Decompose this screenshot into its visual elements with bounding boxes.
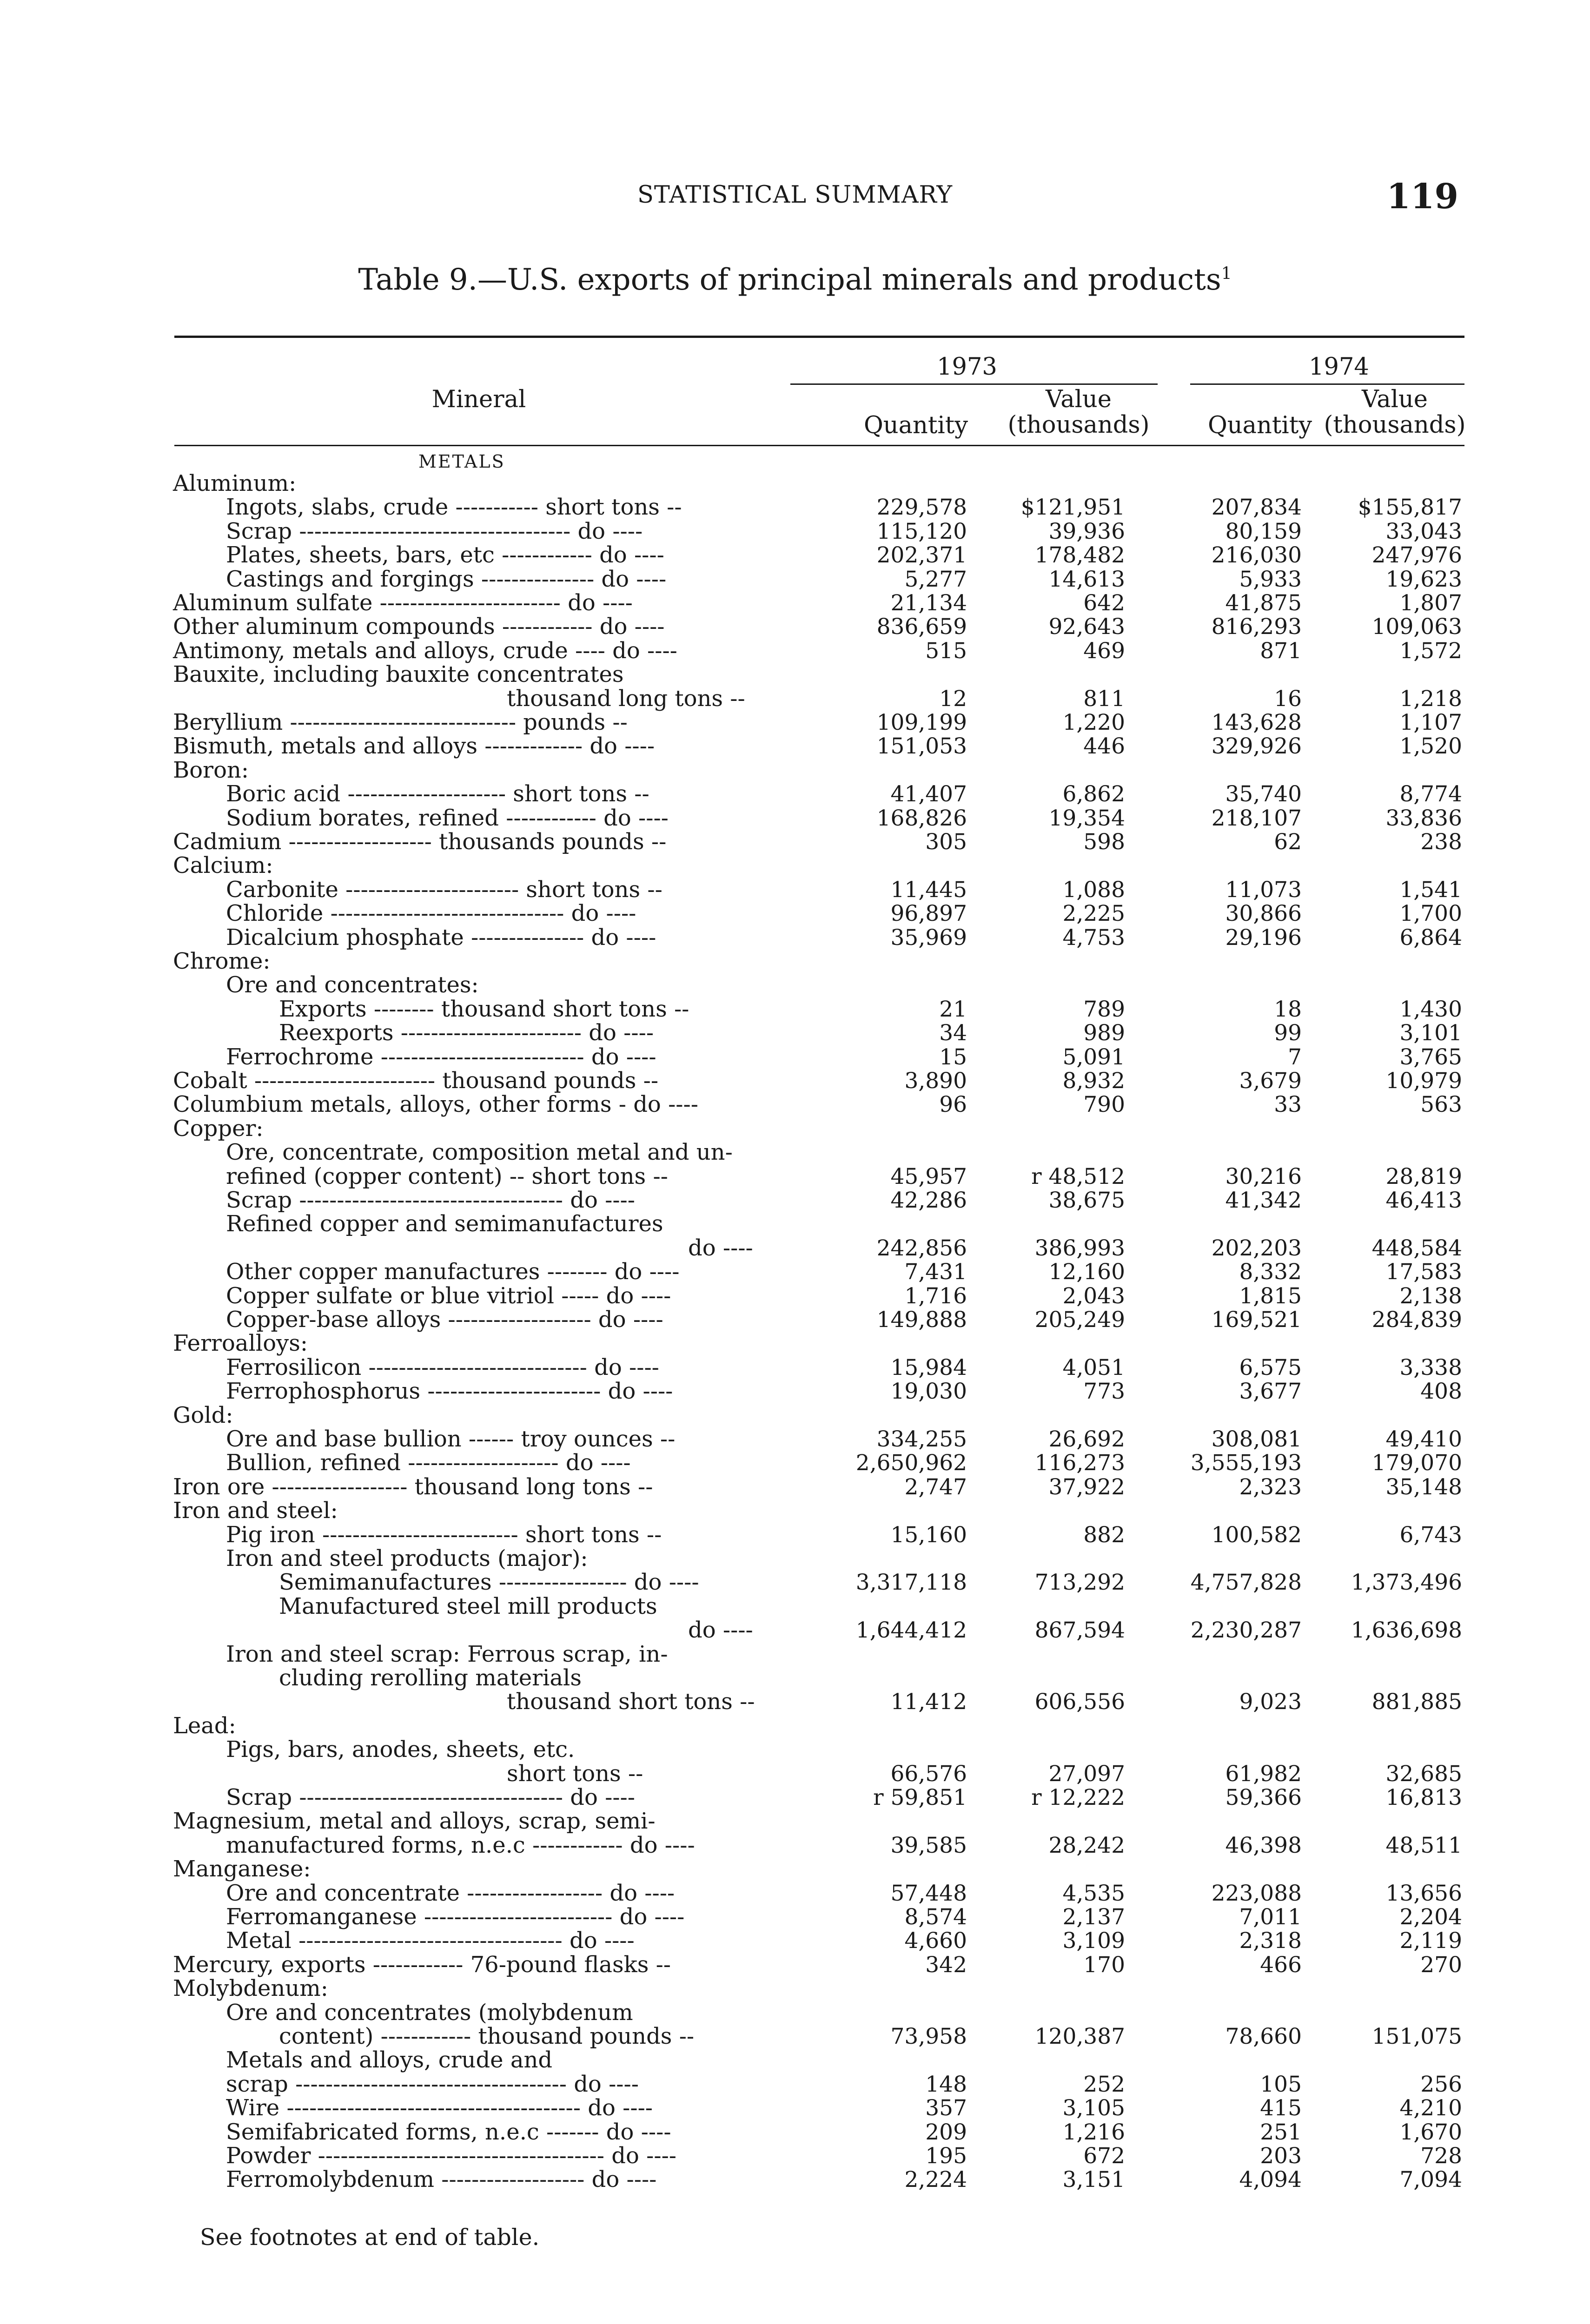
- value-1974-cell: 2,138: [1399, 1283, 1462, 1309]
- row-label: Copper:: [173, 1116, 264, 1142]
- row-label: Powder -------------------------------------- do ----: [226, 2143, 676, 2169]
- value-1974-cell: 1,520: [1399, 733, 1462, 759]
- value-1974-cell: 270: [1420, 1952, 1462, 1978]
- year-1974-header: 1974: [1309, 353, 1369, 381]
- quantity-1973-cell: 515: [925, 638, 967, 664]
- value-1973-cell: 19,354: [1048, 805, 1125, 831]
- quantity-1973-cell: 229,578: [876, 495, 967, 520]
- quantity-1974-cell: 9,023: [1239, 1689, 1302, 1715]
- value-1973-cell: 28,242: [1048, 1833, 1125, 1858]
- quantity-1974-cell: 59,366: [1225, 1785, 1302, 1810]
- value-1973-cell: 2,137: [1062, 1904, 1125, 1930]
- value-1974-cell: 1,218: [1399, 686, 1462, 712]
- row-label: Iron and steel:: [173, 1498, 338, 1524]
- value-1973-header-line2: (thousands): [1007, 411, 1150, 439]
- row-label: thousand long tons --: [507, 686, 745, 712]
- quantity-1974-cell: 329,926: [1211, 733, 1302, 759]
- row-label: Ore, concentrate, composition metal and un-: [226, 1139, 733, 1165]
- row-label: Refined copper and semimanufactures: [226, 1211, 663, 1237]
- quantity-1974-cell: 143,628: [1211, 710, 1302, 735]
- value-1974-cell: 2,119: [1399, 1928, 1462, 1954]
- value-1973-cell: 4,753: [1062, 925, 1125, 951]
- quantity-1973-cell: 35,969: [890, 925, 967, 951]
- table-title-footnote-ref: 1: [1221, 264, 1232, 284]
- quantity-1973-cell: 3,890: [904, 1068, 967, 1094]
- value-1973-cell: 598: [1083, 829, 1125, 855]
- row-label: thousand short tons --: [507, 1689, 755, 1715]
- quantity-1973-cell: 151,053: [876, 733, 967, 759]
- value-1973-cell: 386,993: [1034, 1235, 1125, 1261]
- running-head: STATISTICAL SUMMARY: [637, 181, 953, 209]
- quantity-1973-cell: 4,660: [904, 1928, 967, 1954]
- quantity-1974-cell: 80,159: [1225, 519, 1302, 544]
- value-1974-cell: 256: [1420, 2072, 1462, 2097]
- value-1974-cell: 179,070: [1371, 1450, 1462, 1476]
- row-label: Ferromanganese ------------------------- do ----: [226, 1904, 685, 1930]
- value-1973-cell: 6,862: [1062, 781, 1125, 807]
- value-1974-cell: 6,864: [1399, 925, 1462, 951]
- quantity-1974-cell: 7,011: [1239, 1904, 1302, 1930]
- value-1974-cell: 1,572: [1399, 638, 1462, 664]
- value-1973-cell: 12,160: [1048, 1259, 1125, 1285]
- row-label: short tons --: [507, 1761, 643, 1787]
- value-1973-cell: 773: [1083, 1379, 1125, 1404]
- quantity-1974-cell: 466: [1260, 1952, 1302, 1978]
- row-label: Ferroalloys:: [173, 1330, 308, 1356]
- row-label: do ----: [688, 1235, 753, 1261]
- quantity-1974-cell: 1,815: [1239, 1283, 1302, 1309]
- value-1973-cell: 606,556: [1034, 1689, 1125, 1715]
- value-1973-cell: 120,387: [1034, 2024, 1125, 2049]
- quantity-1973-cell: 42,286: [890, 1188, 967, 1213]
- quantity-1974-cell: 4,094: [1239, 2167, 1302, 2192]
- quantity-1973-cell: 15,984: [890, 1355, 967, 1380]
- value-1974-cell: 4,210: [1399, 2095, 1462, 2121]
- quantity-1973-cell: 41,407: [890, 781, 967, 807]
- value-1973-cell: 446: [1083, 733, 1125, 759]
- value-1973-cell: 790: [1083, 1092, 1125, 1117]
- row-label: Ferromolybdenum ------------------- do ----: [226, 2166, 657, 2192]
- value-1973-cell: 469: [1083, 638, 1125, 664]
- quantity-1974-cell: 5,933: [1239, 567, 1302, 592]
- quantity-1974-cell: 2,318: [1239, 1928, 1302, 1954]
- row-label: Beryllium ------------------------------ pounds --: [173, 709, 628, 735]
- quantity-1974-cell: 62: [1274, 829, 1302, 855]
- value-1974-cell: 1,430: [1399, 997, 1462, 1022]
- value-1974-cell: 151,075: [1371, 2024, 1462, 2049]
- value-1973-cell: 37,922: [1048, 1474, 1125, 1500]
- mineral-header: Mineral: [431, 386, 526, 413]
- row-label: Other aluminum compounds ------------ do ----: [173, 614, 665, 640]
- value-1974-cell: 1,373,496: [1351, 1570, 1462, 1595]
- quantity-1973-cell: 5,277: [904, 567, 967, 592]
- value-1974-cell: 1,700: [1399, 901, 1462, 926]
- value-1974-cell: 109,063: [1371, 614, 1462, 640]
- section-heading-metals: METALS: [418, 451, 505, 472]
- row-label: Ferrosilicon ----------------------------- do ----: [226, 1354, 659, 1380]
- value-1974-cell: 3,338: [1399, 1355, 1462, 1380]
- quantity-1973-cell: 242,856: [876, 1235, 967, 1261]
- value-1973-cell: r 48,512: [1031, 1164, 1125, 1189]
- quantity-1974-cell: 251: [1260, 2119, 1302, 2145]
- quantity-1974-cell: 35,740: [1225, 781, 1302, 807]
- value-1973-cell: 1,220: [1062, 710, 1125, 735]
- quantity-1973-cell: 168,826: [876, 805, 967, 831]
- value-1973-cell: 3,105: [1062, 2095, 1125, 2121]
- value-1973-header-line1: Value: [1046, 386, 1112, 413]
- quantity-1974-cell: 105: [1260, 2072, 1302, 2097]
- row-label: Iron ore ------------------ thousand long tons --: [173, 1474, 653, 1500]
- quantity-1973-cell: 11,445: [890, 877, 967, 903]
- quantity-1974-cell: 308,081: [1211, 1426, 1302, 1452]
- quantity-1974-cell: 2,230,287: [1190, 1618, 1302, 1643]
- year-1973-header: 1973: [937, 353, 997, 381]
- value-1973-cell: 252: [1083, 2072, 1125, 2097]
- footnote-reference: See footnotes at end of table.: [200, 2224, 540, 2251]
- value-1973-cell: 867,594: [1034, 1618, 1125, 1643]
- row-label: refined (copper content) -- short tons --: [226, 1163, 668, 1189]
- row-label: Boron:: [173, 757, 249, 783]
- row-label: Chrome:: [173, 948, 271, 974]
- value-1973-cell: $121,951: [1020, 495, 1125, 520]
- quantity-1974-cell: 4,757,828: [1190, 1570, 1302, 1595]
- value-1974-cell: 1,107: [1399, 710, 1462, 735]
- row-label: Aluminum sulfate ------------------------ do ----: [173, 590, 633, 616]
- quantity-1974-cell: 207,834: [1211, 495, 1302, 520]
- value-1973-cell: 882: [1083, 1522, 1125, 1548]
- row-label: Gold:: [173, 1402, 233, 1428]
- row-label: Chloride ------------------------------- do ----: [226, 900, 636, 926]
- value-1974-cell: 19,623: [1385, 567, 1462, 592]
- quantity-1974-cell: 33: [1274, 1092, 1302, 1117]
- quantity-1973-cell: 19,030: [890, 1379, 967, 1404]
- row-label: Ore and concentrate ------------------ do ----: [226, 1880, 675, 1906]
- row-label: Ferrochrome --------------------------- do ----: [226, 1044, 656, 1070]
- value-1974-cell: 13,656: [1385, 1881, 1462, 1906]
- quantity-1974-cell: 3,677: [1239, 1379, 1302, 1404]
- quantity-1974-cell: 7: [1288, 1044, 1302, 1070]
- value-1974-cell: 8,774: [1399, 781, 1462, 807]
- quantity-1974-cell: 18: [1274, 997, 1302, 1022]
- quantity-1973-cell: 11,412: [890, 1689, 967, 1715]
- row-label: Copper sulfate or blue vitriol ----- do ----: [226, 1283, 671, 1309]
- row-label: Metals and alloys, crude and: [226, 2047, 553, 2073]
- value-1973-cell: 4,535: [1062, 1881, 1125, 1906]
- value-1973-cell: 205,249: [1034, 1307, 1125, 1333]
- row-label: Semifabricated forms, n.e.c ------- do ----: [226, 2119, 671, 2145]
- page-number: 119: [1386, 177, 1458, 217]
- value-1974-cell: 728: [1420, 2143, 1462, 2169]
- value-1973-cell: r 12,222: [1031, 1785, 1125, 1810]
- row-label: scrap ------------------------------------ do ----: [226, 2071, 639, 2097]
- quantity-1973-cell: 202,371: [876, 542, 967, 568]
- quantity-1973-cell: 15,160: [890, 1522, 967, 1548]
- quantity-1973-cell: 57,448: [890, 1881, 967, 1906]
- row-label: cluding rerolling materials: [279, 1665, 582, 1691]
- value-1974-cell: 284,839: [1371, 1307, 1462, 1333]
- row-label: do ----: [688, 1617, 753, 1643]
- row-label: Cadmium ------------------- thousands pounds --: [173, 829, 667, 855]
- value-1973-cell: 672: [1083, 2143, 1125, 2169]
- value-1974-cell: 881,885: [1371, 1689, 1462, 1715]
- quantity-1973-cell: 115,120: [876, 519, 967, 544]
- quantity-1973-cell: 2,224: [904, 2167, 967, 2192]
- quantity-1973-cell: 96,897: [890, 901, 967, 926]
- quantity-1974-cell: 216,030: [1211, 542, 1302, 568]
- value-1974-cell: 1,807: [1399, 590, 1462, 616]
- quantity-1973-cell: 109,199: [876, 710, 967, 735]
- row-label: Reexports ------------------------ do ----: [279, 1020, 654, 1046]
- quantity-1974-cell: 415: [1260, 2095, 1302, 2121]
- quantity-1974-cell: 41,342: [1225, 1188, 1302, 1213]
- value-1974-cell: 28,819: [1385, 1164, 1462, 1189]
- value-1973-cell: 92,643: [1048, 614, 1125, 640]
- quantity-1974-cell: 2,323: [1239, 1474, 1302, 1500]
- value-1974-cell: 2,204: [1399, 1904, 1462, 1930]
- quantity-1973-cell: 334,255: [876, 1426, 967, 1452]
- value-1973-cell: 2,225: [1062, 901, 1125, 926]
- quantity-1973-cell: 21,134: [890, 590, 967, 616]
- quantity-1974-cell: 41,875: [1225, 590, 1302, 616]
- row-label: Ingots, slabs, crude ----------- short tons --: [226, 494, 682, 520]
- quantity-1973-cell: 45,957: [890, 1164, 967, 1189]
- value-1974-cell: 1,541: [1399, 877, 1462, 903]
- value-1974-cell: 32,685: [1385, 1761, 1462, 1787]
- value-1974-cell: 1,636,698: [1351, 1618, 1462, 1643]
- value-1974-cell: 238: [1420, 829, 1462, 855]
- row-label: Bullion, refined -------------------- do ----: [226, 1450, 631, 1476]
- value-1974-cell: 448,584: [1371, 1235, 1462, 1261]
- quantity-1974-cell: 78,660: [1225, 2024, 1302, 2049]
- row-label: Antimony, metals and alloys, crude ---- do ----: [173, 638, 677, 664]
- value-1974-cell: 33,836: [1385, 805, 1462, 831]
- quantity-1973-cell: r 59,851: [873, 1785, 967, 1810]
- quantity-1974-cell: 46,398: [1225, 1833, 1302, 1858]
- quantity-1973-cell: 34: [939, 1020, 967, 1046]
- row-label: manufactured forms, n.e.c ------------ do ----: [226, 1832, 695, 1858]
- quantity-1974-cell: 202,203: [1211, 1235, 1302, 1261]
- quantity-1974-cell: 203: [1260, 2143, 1302, 2169]
- value-1974-cell: 563: [1420, 1092, 1462, 1117]
- quantity-1973-cell: 836,659: [876, 614, 967, 640]
- value-1973-cell: 1,216: [1062, 2119, 1125, 2145]
- quantity-1973-cell: 305: [925, 829, 967, 855]
- row-label: Columbium metals, alloys, other forms - do ----: [173, 1091, 698, 1117]
- quantity-1974-cell: 99: [1274, 1020, 1302, 1046]
- row-label: Mercury, exports ------------ 76-pound flasks --: [173, 1952, 671, 1978]
- row-label: Bauxite, including bauxite concentrates: [173, 661, 624, 687]
- quantity-1973-cell: 39,585: [890, 1833, 967, 1858]
- quantity-1974-cell: 30,216: [1225, 1164, 1302, 1189]
- value-1973-cell: 8,932: [1062, 1068, 1125, 1094]
- row-label: Iron and steel products (major):: [226, 1545, 588, 1571]
- value-1973-cell: 38,675: [1048, 1188, 1125, 1213]
- value-1974-cell: 46,413: [1385, 1188, 1462, 1213]
- value-1973-cell: 2,043: [1062, 1283, 1125, 1309]
- value-1974-cell: $155,817: [1358, 495, 1462, 520]
- quantity-1973-cell: 8,574: [904, 1904, 967, 1930]
- value-1973-cell: 811: [1083, 686, 1125, 712]
- quantity-1974-cell: 29,196: [1225, 925, 1302, 951]
- row-label: Scrap ------------------------------------ do ----: [226, 518, 643, 544]
- quantity-1973-cell: 96: [939, 1092, 967, 1117]
- value-1974-cell: 17,583: [1385, 1259, 1462, 1285]
- row-label: Dicalcium phosphate --------------- do ----: [226, 924, 656, 951]
- quantity-1973-cell: 66,576: [890, 1761, 967, 1787]
- quantity-1974-cell: 6,575: [1239, 1355, 1302, 1380]
- value-1974-cell: 16,813: [1385, 1785, 1462, 1810]
- quantity-1974-header: Quantity: [1207, 412, 1312, 439]
- quantity-1973-cell: 15: [939, 1044, 967, 1070]
- value-1973-cell: 116,273: [1034, 1450, 1125, 1476]
- quantity-1974-cell: 3,679: [1239, 1068, 1302, 1094]
- value-1974-cell: 1,670: [1399, 2119, 1462, 2145]
- value-1973-cell: 178,482: [1034, 542, 1125, 568]
- quantity-1973-cell: 2,650,962: [855, 1450, 967, 1476]
- quantity-1974-cell: 30,866: [1225, 901, 1302, 926]
- value-1974-header-line1: Value: [1362, 386, 1428, 413]
- value-1973-cell: 642: [1083, 590, 1125, 616]
- value-1973-cell: 39,936: [1048, 519, 1125, 544]
- quantity-1973-cell: 342: [925, 1952, 967, 1978]
- value-1973-cell: 14,613: [1048, 567, 1125, 592]
- row-label: Magnesium, metal and alloys, scrap, semi-: [173, 1808, 656, 1834]
- quantity-1973-cell: 195: [925, 2143, 967, 2169]
- row-label: Castings and forgings --------------- do ----: [226, 566, 667, 592]
- value-1973-cell: 5,091: [1062, 1044, 1125, 1070]
- value-1974-cell: 49,410: [1385, 1426, 1462, 1452]
- quantity-1973-cell: 357: [925, 2095, 967, 2121]
- row-label: Scrap ----------------------------------- do ----: [226, 1784, 635, 1810]
- quantity-1974-cell: 223,088: [1211, 1881, 1302, 1906]
- quantity-1974-cell: 61,982: [1225, 1761, 1302, 1787]
- value-1974-cell: 247,976: [1371, 542, 1462, 568]
- row-label: Carbonite ----------------------- short tons --: [226, 877, 662, 903]
- value-1974-cell: 48,511: [1385, 1833, 1462, 1858]
- value-1974-cell: 3,101: [1399, 1020, 1462, 1046]
- value-1973-cell: 3,151: [1062, 2167, 1125, 2192]
- value-1974-cell: 7,094: [1399, 2167, 1462, 2192]
- value-1974-cell: 6,743: [1399, 1522, 1462, 1548]
- row-label: Copper-base alloys ------------------- do ----: [226, 1307, 663, 1333]
- quantity-1974-cell: 3,555,193: [1190, 1450, 1302, 1476]
- row-label: Calcium:: [173, 852, 273, 878]
- row-label: Aluminum:: [173, 470, 297, 496]
- value-1974-cell: 33,043: [1385, 519, 1462, 544]
- value-1973-cell: 713,292: [1034, 1570, 1125, 1595]
- row-label: Sodium borates, refined ------------ do ----: [226, 805, 669, 831]
- quantity-1973-cell: 21: [939, 997, 967, 1022]
- quantity-1974-cell: 871: [1260, 638, 1302, 664]
- row-label: Manganese:: [173, 1856, 311, 1882]
- value-1974-header-line2: (thousands): [1324, 411, 1466, 439]
- row-label: Bismuth, metals and alloys ------------- do ----: [173, 733, 655, 759]
- value-1974-cell: 3,765: [1399, 1044, 1462, 1070]
- quantity-1973-cell: 7,431: [904, 1259, 967, 1285]
- row-label: Semimanufactures ----------------- do ----: [279, 1569, 699, 1595]
- row-label: Manufactured steel mill products: [279, 1593, 657, 1619]
- value-1973-cell: 789: [1083, 997, 1125, 1022]
- quantity-1973-cell: 12: [939, 686, 967, 712]
- quantity-1973-cell: 73,958: [890, 2024, 967, 2049]
- table-title-text: Table 9.—U.S. exports of principal minerals and products: [358, 263, 1221, 297]
- row-label: Cobalt ------------------------ thousand pounds --: [173, 1068, 659, 1094]
- quantity-1973-cell: 2,747: [904, 1474, 967, 1500]
- quantity-1974-cell: 11,073: [1225, 877, 1302, 903]
- value-1974-cell: 35,148: [1385, 1474, 1462, 1500]
- quantity-1973-header: Quantity: [863, 412, 968, 439]
- row-label: Ore and base bullion ------ troy ounces --: [226, 1426, 676, 1452]
- row-label: Other copper manufactures -------- do ----: [226, 1259, 680, 1285]
- quantity-1973-cell: 209: [925, 2119, 967, 2145]
- quantity-1974-cell: 16: [1274, 686, 1302, 712]
- quantity-1973-cell: 1,644,412: [855, 1618, 967, 1643]
- quantity-1973-cell: 1,716: [904, 1283, 967, 1309]
- quantity-1974-cell: 169,521: [1211, 1307, 1302, 1333]
- value-1974-cell: 408: [1420, 1379, 1462, 1404]
- value-1973-cell: 1,088: [1062, 877, 1125, 903]
- value-1973-cell: 4,051: [1062, 1355, 1125, 1380]
- row-label: Boric acid --------------------- short tons --: [226, 781, 649, 807]
- row-label: Ore and concentrates (molybdenum: [226, 2000, 633, 2026]
- row-label: Ferrophosphorus ----------------------- do ----: [226, 1378, 673, 1404]
- quantity-1973-cell: 148: [925, 2072, 967, 2097]
- row-label: Pig iron -------------------------- short tons --: [226, 1522, 662, 1548]
- row-label: Metal ----------------------------------- do ----: [226, 1928, 635, 1954]
- row-label: Exports -------- thousand short tons --: [279, 996, 689, 1022]
- quantity-1974-cell: 816,293: [1211, 614, 1302, 640]
- quantity-1973-cell: 3,317,118: [855, 1570, 967, 1595]
- value-1973-cell: 26,692: [1048, 1426, 1125, 1452]
- quantity-1974-cell: 218,107: [1211, 805, 1302, 831]
- row-label: Wire --------------------------------------- do ----: [226, 2095, 653, 2121]
- row-label: Molybdenum:: [173, 1975, 328, 2001]
- value-1973-cell: 3,109: [1062, 1928, 1125, 1954]
- row-label: Scrap ----------------------------------- do ----: [226, 1187, 635, 1213]
- row-label: content) ------------ thousand pounds --: [279, 2023, 695, 2049]
- quantity-1974-cell: 100,582: [1211, 1522, 1302, 1548]
- value-1973-cell: 27,097: [1048, 1761, 1125, 1787]
- row-label: Lead:: [173, 1713, 236, 1739]
- value-1973-cell: 170: [1083, 1952, 1125, 1978]
- quantity-1973-cell: 149,888: [876, 1307, 967, 1333]
- row-label: Plates, sheets, bars, etc ------------ do ----: [226, 542, 664, 568]
- value-1973-cell: 989: [1083, 1020, 1125, 1046]
- value-1974-cell: 10,979: [1385, 1068, 1462, 1094]
- row-label: Pigs, bars, anodes, sheets, etc.: [226, 1736, 575, 1763]
- quantity-1974-cell: 8,332: [1239, 1259, 1302, 1285]
- row-label: Ore and concentrates:: [226, 972, 479, 998]
- row-label: Iron and steel scrap: Ferrous scrap, in-: [226, 1641, 668, 1667]
